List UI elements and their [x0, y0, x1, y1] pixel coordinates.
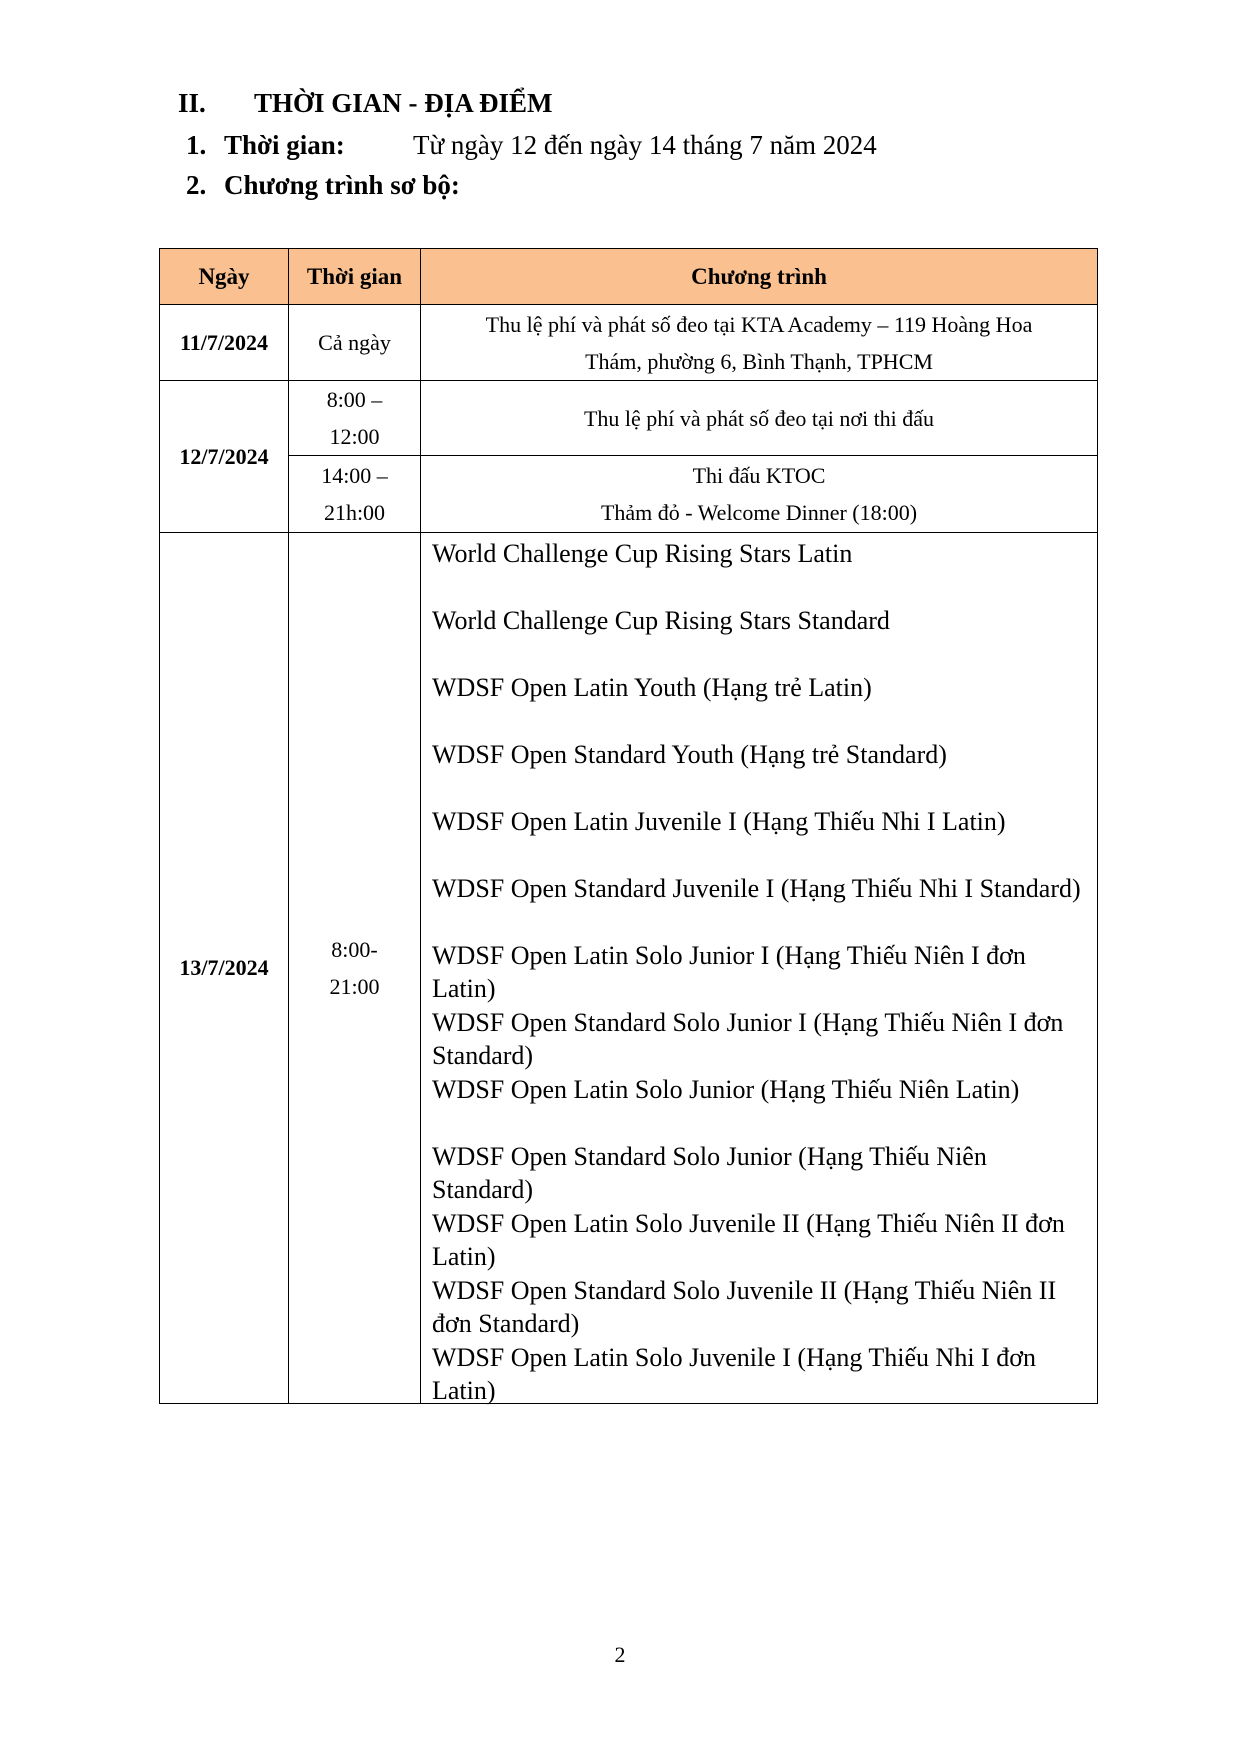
schedule-table: [159, 248, 1098, 1404]
section-heading: [178, 88, 553, 119]
row-date: 13/7/2024: [160, 533, 289, 1404]
row-date: 11/7/2024: [160, 305, 289, 381]
event-item: WDSF Open Standard Youth (Hạng trẻ Standard): [432, 740, 947, 769]
program-line-text: Thu lệ phí và phát số đeo tại KTA Academy – 119 Hoàng Hoa: [485, 311, 1033, 337]
program-line-text: Thám, phường 6, Bình Thạnh, TPHCM: [585, 348, 933, 374]
section-title: THỜI GIAN - ĐỊA ĐIỂM: [254, 88, 553, 118]
row-program: [421, 456, 1098, 533]
time-line-text: 8:00 –: [326, 387, 383, 412]
event-item: WDSF Open Latin Youth (Hạng trẻ Latin): [432, 673, 872, 702]
event-item: WDSF Open Standard Juvenile I (Hạng Thiếu Nhi I Standard): [432, 874, 1081, 903]
row-time: [289, 533, 421, 1404]
table-row: [160, 305, 1098, 381]
header-time: Thời gian: [289, 249, 421, 305]
event-item: WDSF Open Latin Solo Juvenile II (Hạng Thiếu Niên II đơn Latin): [432, 1209, 1065, 1271]
time-line-number: 1.: [186, 130, 207, 160]
row-time: [289, 381, 421, 456]
table-header-row: [160, 249, 1098, 305]
table-row: [160, 533, 1098, 1404]
time-line-value: Từ ngày 12 đến ngày 14 tháng 7 năm 2024: [413, 130, 877, 160]
row-program: [421, 381, 1098, 456]
row-time: [289, 456, 421, 533]
section-roman-numeral: II.: [178, 88, 206, 118]
event-item: WDSF Open Standard Solo Junior I (Hạng Thiếu Niên I đơn Standard): [432, 1008, 1064, 1070]
program-line-label: Chương trình sơ bộ:: [224, 170, 460, 200]
event-item: World Challenge Cup Rising Stars Standard: [432, 606, 890, 635]
event-item: WDSF Open Latin Solo Juvenile I (Hạng Thiếu Nhi I đơn Latin): [432, 1343, 1036, 1405]
time-line-text: 12:00: [329, 424, 380, 449]
event-item: WDSF Open Standard Solo Junior (Hạng Thiếu Niên Standard): [432, 1142, 987, 1204]
time-line-text: 21:00: [329, 974, 380, 999]
header-date: Ngày: [160, 249, 289, 305]
event-item: WDSF Open Latin Solo Junior I (Hạng Thiếu Niên I đơn Latin): [432, 941, 1026, 1003]
time-line-text: 14:00 –: [321, 463, 388, 488]
table-row: [160, 456, 1098, 533]
program-line-text: Thi đấu KTOC: [692, 463, 826, 488]
event-item: WDSF Open Standard Solo Juvenile II (Hạng Thiếu Niên II đơn Standard): [432, 1276, 1057, 1338]
program-line-number: 2.: [186, 170, 207, 200]
program-line: [186, 170, 460, 201]
time-line-text: 8:00-: [331, 937, 378, 962]
program-line-text: Thu lệ phí và phát số đeo tại nơi thi đấu: [583, 405, 935, 431]
page-number: 2: [614, 1642, 626, 1667]
program-line-text: Thảm đỏ - Welcome Dinner (18:00): [600, 500, 918, 525]
event-item: WDSF Open Latin Juvenile I (Hạng Thiếu Nhi I Latin): [432, 807, 1006, 836]
time-line-label: Thời gian:: [224, 130, 345, 160]
time-line-text: 21h:00: [323, 500, 386, 525]
header-program: Chương trình: [421, 249, 1098, 305]
table-row: [160, 381, 1098, 456]
event-item: WDSF Open Latin Solo Junior (Hạng Thiếu Niên Latin): [432, 1075, 1020, 1104]
row-time: Cả ngày: [289, 305, 421, 381]
event-item: World Challenge Cup Rising Stars Latin: [432, 539, 853, 568]
time-line: [186, 130, 877, 161]
row-date: 12/7/2024: [160, 381, 289, 533]
events-list: [421, 533, 1098, 1404]
row-program: [421, 305, 1098, 381]
